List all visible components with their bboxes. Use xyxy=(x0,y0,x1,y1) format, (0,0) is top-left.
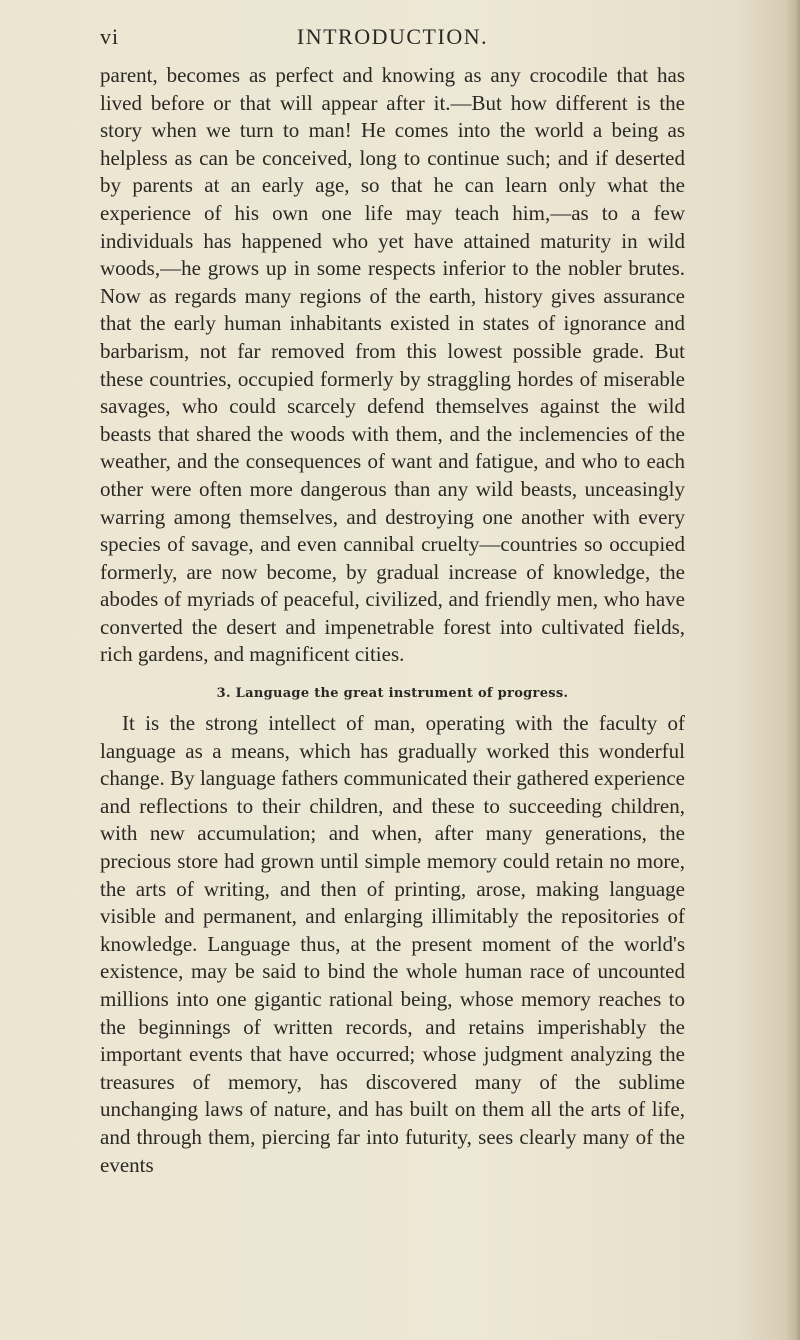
paragraph-continued: parent, becomes as perfect and knowing as any crocodile that has lived before or that will appear after it.—But how different is the story when we turn to man! He comes into the world a being as helpless as can be conceived, long to continue such; and if deserted by parents at an early age, so that he can learn only what the experience of his own one life may teach him,—as to a few individuals has happened who yet have attained maturity in wild woods,—he grows up in some respects inferior to the nobler brutes. Now as regards many regions of the earth, history gives assurance that the early human inhabitants existed in states of ignorance and barbarism, not far removed from this lowest possible grade. But these countries, occupied formerly by straggling hordes of miserable savages, who could scarcely defend themselves against the wild beasts that shared the woods with them, and the inclemencies of the weather, and the consequences of want and fatigue, and who to each other were often more dangerous than any wild beasts, unceasingly warring among themselves, and destroying one another with every species of savage, and even cannibal cruelty—countries so occupied formerly, are now become, by gradual increase of knowledge, the abodes of myriads of peaceful, civilized, and friendly men, who have converted the desert and impenetrable forest into cultivated fields, rich gardens, and magnificent cities. xyxy=(100,63,685,667)
section-heading: 3. Language the great instrument of progress. xyxy=(216,686,569,702)
body-text xyxy=(100,62,685,1179)
page-number: vi xyxy=(100,24,120,49)
paragraph-language: It is the strong intellect of man, operating with the faculty of language as a means, which has gradually worked this wonderful change. By language fathers communicated their gathered experience and reflections to their children, and these to succeeding children, with new accumulation; and when, after many generations, the precious store had grown until simple memory could retain no more, the arts of writing, and then of printing, arose, making language visible and permanent, and enlarging illimitably the repositories of knowledge. Language thus, at the present moment of the world's existence, may be said to bind the whole human race of uncounted millions into one gigantic rational being, whose memory reaches to the beginnings of written records, and retains imperishably the important events that have occurred; whose judgment analyzing the treasures of memory, has discovered many of the sublime unchanging laws of nature, and has built on them all the arts of life, and through them, piercing far into futurity, sees clearly many of the events xyxy=(100,711,685,1177)
page-edge-shadow xyxy=(786,0,800,1340)
running-head xyxy=(100,24,685,54)
running-title: INTRODUCTION. xyxy=(296,24,489,49)
